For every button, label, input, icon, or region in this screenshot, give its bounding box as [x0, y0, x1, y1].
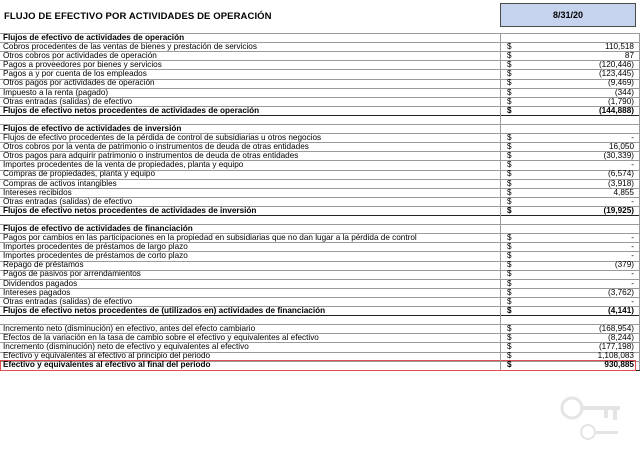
row-label: Cobros procedentes de las ventas de bienes y prestación de servicios	[3, 42, 257, 52]
table-row	[0, 179, 640, 188]
currency-symbol: $	[507, 287, 512, 297]
row-label: Importes procedentes de la venta de propiedades, planta y equipo	[3, 160, 244, 170]
currency-symbol: $	[507, 187, 512, 197]
currency-symbol: $	[507, 278, 512, 288]
row-value: -	[631, 196, 634, 206]
row-label: Otras entradas (salidas) de efectivo	[3, 196, 133, 206]
row-label: Importes procedentes de préstamos de largo plazo	[3, 242, 188, 252]
section-total-row	[0, 106, 640, 115]
table-row	[0, 151, 640, 160]
report-header	[0, 0, 640, 33]
table-row	[0, 97, 640, 106]
table-row	[0, 169, 640, 178]
currency-symbol: $	[507, 51, 512, 61]
row-label: Impuesto a la renta (pagado)	[3, 87, 109, 97]
row-label: Compras de activos intangibles	[3, 178, 117, 188]
row-value: 16,050	[608, 142, 634, 152]
row-label: Repago de préstamos	[3, 260, 84, 270]
currency-symbol: $	[507, 233, 512, 243]
final-balance-highlight	[0, 360, 636, 371]
currency-symbol: $	[507, 160, 512, 170]
currency-symbol: $	[507, 151, 512, 161]
table-row	[0, 88, 640, 97]
row-value: (3,762)	[608, 287, 634, 297]
row-value: (123,445)	[598, 69, 634, 79]
currency-symbol: $	[507, 251, 512, 261]
currency-symbol: $	[507, 260, 512, 270]
row-value: 4,855	[613, 187, 634, 197]
row-value: (177,198)	[598, 342, 634, 352]
row-value: (379)	[614, 260, 634, 270]
row-label: Intereses pagados	[3, 287, 71, 297]
row-label: Flujos de efectivo netos procedentes de (utilizados en) actividades de financiación	[3, 305, 326, 315]
row-label: Otras entradas (salidas) de efectivo	[3, 96, 133, 106]
spacer-row	[0, 115, 640, 124]
row-value: (9,469)	[608, 78, 634, 88]
spacer-row	[0, 315, 640, 324]
row-label: Flujos de efectivo netos procedentes de actividades de operación	[3, 105, 260, 115]
row-label: Otros cobros por actividades de operación	[3, 51, 157, 61]
currency-symbol: $	[507, 196, 512, 206]
section-heading	[0, 33, 640, 42]
table-row	[0, 78, 640, 87]
row-label: Pagos de pasivos por arrendamientos	[3, 269, 141, 279]
row-value: 110,518	[605, 42, 634, 52]
row-value: -	[631, 296, 634, 306]
row-label: Efectos de la variación en la tasa de cambio sobre el efectivo y equivalentes al efectivo	[3, 333, 319, 343]
currency-symbol: $	[507, 333, 512, 343]
currency-symbol: $	[507, 169, 512, 179]
currency-symbol: $	[507, 105, 512, 115]
report-title: FLUJO DE EFECTIVO POR ACTIVIDADES DE OPERACIÓN	[4, 11, 272, 22]
row-value: 1,108,083	[597, 351, 634, 361]
row-value: -	[631, 269, 634, 279]
currency-symbol: $	[507, 78, 512, 88]
currency-symbol: $	[507, 42, 512, 52]
currency-symbol: $	[507, 296, 512, 306]
table-row	[0, 242, 640, 251]
row-label: Flujos de efectivo de actividades de financiación	[3, 223, 193, 233]
row-value: -	[631, 233, 634, 243]
row-value: (120,446)	[598, 60, 634, 70]
table-row	[0, 42, 640, 51]
row-label: Otros pagos por actividades de operación	[3, 78, 155, 88]
row-value: -	[631, 242, 634, 252]
row-value: (19,925)	[603, 205, 634, 215]
table-row	[0, 60, 640, 69]
section-heading	[0, 124, 640, 133]
currency-symbol: $	[507, 178, 512, 188]
table-row	[0, 260, 640, 269]
currency-symbol: $	[507, 205, 512, 215]
row-label: Compras de propiedades, planta y equipo	[3, 169, 156, 179]
currency-symbol: $	[507, 351, 512, 361]
row-value: (168,954)	[598, 324, 634, 333]
currency-symbol: $	[507, 324, 512, 333]
row-value: (344)	[614, 87, 634, 97]
row-value: (30,339)	[603, 151, 634, 161]
currency-symbol: $	[507, 133, 512, 143]
table-row	[0, 188, 640, 197]
row-label: Dividendos pagados	[3, 278, 78, 288]
currency-symbol: $	[507, 305, 512, 315]
row-label: Otras entradas (salidas) de efectivo	[3, 296, 133, 306]
row-label: Intereses recibidos	[3, 187, 72, 197]
row-label: Flujos de efectivo netos procedentes de actividades de inversión	[3, 205, 257, 215]
table-row	[0, 197, 640, 206]
currency-symbol: $	[507, 242, 512, 252]
row-value: (3,918)	[608, 178, 634, 188]
row-value: -	[631, 278, 634, 288]
table-row	[0, 279, 640, 288]
currency-symbol: $	[507, 269, 512, 279]
currency-symbol: $	[507, 60, 512, 70]
row-label: Incremento neto (disminución) en efectivo, antes del efecto cambiario	[3, 324, 256, 333]
spacer-row	[0, 215, 640, 224]
row-value: (4,141)	[608, 305, 634, 315]
section-total-row	[0, 306, 640, 315]
table-row	[0, 233, 640, 242]
table-row	[0, 160, 640, 169]
currency-symbol: $	[507, 142, 512, 152]
row-label: Flujos de efectivo de actividades de operación	[3, 33, 185, 42]
row-value: -	[631, 160, 634, 170]
table-row	[0, 297, 640, 306]
currency-symbol: $	[507, 96, 512, 106]
table-row	[0, 133, 640, 142]
table-row	[0, 269, 640, 278]
key-watermark-icon	[558, 394, 628, 444]
section-heading	[0, 224, 640, 233]
row-value: 87	[624, 51, 634, 61]
period-date-cell: 8/31/20	[500, 3, 636, 27]
row-label: Importes procedentes de préstamos de corto plazo	[3, 251, 188, 261]
cash-flow-table	[0, 33, 640, 369]
currency-symbol: $	[507, 69, 512, 79]
row-value: (144,888)	[598, 105, 634, 115]
row-label: Otros pagos para adquirir patrimonio o instrumentos de deuda de otras entidades	[3, 151, 299, 161]
table-row	[0, 142, 640, 151]
row-label: Pagos por cambios en las participaciones en la propiedad en subsidiarias que no dan lugar a la pérdida de control	[3, 233, 417, 243]
row-value: (6,574)	[608, 169, 634, 179]
summary-row	[0, 324, 640, 333]
table-row	[0, 69, 640, 78]
row-label: Pagos a y por cuenta de los empleados	[3, 69, 147, 79]
row-label: Otros cobros por la venta de patrimonio o instrumentos de deuda de otras entidades	[3, 142, 309, 152]
column-divider	[500, 33, 501, 370]
row-value: (8,244)	[608, 333, 634, 343]
row-value: -	[631, 251, 634, 261]
row-label: Efectivo y equivalentes al efectivo al principio del periodo	[3, 351, 211, 361]
row-label: Flujos de efectivo de actividades de inversión	[3, 123, 182, 133]
currency-symbol: $	[507, 342, 512, 352]
table-row	[0, 51, 640, 60]
row-value: (1,790)	[608, 96, 634, 106]
table-row	[0, 288, 640, 297]
row-label: Pagos a proveedores por bienes y servicios	[3, 60, 162, 70]
summary-row	[0, 333, 640, 342]
row-label: Incremento (disminución) neto de efectivo y equivalentes al efectivo	[3, 342, 249, 352]
currency-symbol: $	[507, 87, 512, 97]
summary-row	[0, 342, 640, 351]
row-value: -	[631, 133, 634, 143]
section-total-row	[0, 206, 640, 215]
row-value: 930,885	[604, 360, 634, 370]
row-label: Flujos de efectivo procedentes de la pérdida de control de subsidiarias u otros negocios	[3, 133, 322, 143]
table-row	[0, 251, 640, 260]
currency-symbol: $	[507, 360, 512, 370]
row-label: Efectivo y equivalentes al efectivo al final del periodo	[3, 360, 211, 370]
